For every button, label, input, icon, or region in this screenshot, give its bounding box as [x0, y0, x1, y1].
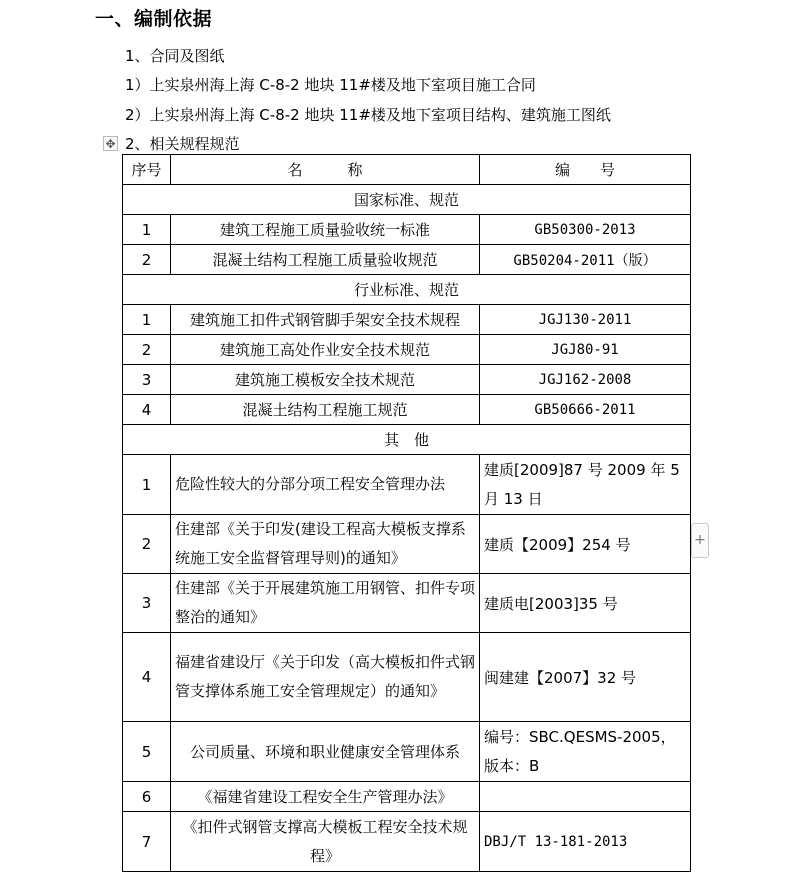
row-no: 3 — [123, 574, 171, 633]
row-no: 1 — [123, 455, 171, 515]
paragraph-standards: 2、相关规程规范 — [125, 135, 240, 153]
row-no: 1 — [123, 215, 171, 245]
table-row — [123, 515, 691, 574]
table-row — [123, 812, 691, 872]
row-name: 《福建省建设工程安全生产管理办法》 — [171, 782, 480, 812]
section-title: 其 他 — [123, 425, 691, 455]
row-name: 《扣件式钢管支撑高大模板工程安全技术规程》 — [171, 812, 480, 872]
header-code: 编 号 — [480, 155, 691, 185]
table-row — [123, 722, 691, 782]
add-row-icon[interactable]: + — [691, 523, 709, 558]
row-code: 闽建建【2007】32 号 — [480, 633, 691, 722]
row-name: 住建部《关于开展建筑施工用钢管、扣件专项整治的通知》 — [171, 574, 480, 633]
table-row — [123, 782, 691, 812]
row-no: 1 — [123, 305, 171, 335]
row-no: 6 — [123, 782, 171, 812]
section-row — [123, 185, 691, 215]
row-no: 3 — [123, 365, 171, 395]
table-row — [123, 455, 691, 515]
row-code: GB50204-2011（版） — [480, 245, 691, 275]
row-name: 公司质量、环境和职业健康安全管理体系 — [171, 722, 480, 782]
table-row — [123, 574, 691, 633]
row-code — [480, 782, 691, 812]
table-row — [123, 305, 691, 335]
standards-table — [122, 154, 691, 872]
table-row — [123, 245, 691, 275]
section-title: 国家标准、规范 — [123, 185, 691, 215]
section-heading: 一、编制依据 — [95, 8, 213, 30]
row-name: 建筑施工模板安全技术规范 — [171, 365, 480, 395]
table-row — [123, 633, 691, 722]
row-no: 2 — [123, 515, 171, 574]
row-code: GB50666-2011 — [480, 395, 691, 425]
table-header-row — [123, 155, 691, 185]
table-row — [123, 365, 691, 395]
row-code: 建质电[2003]35 号 — [480, 574, 691, 633]
move-handle-icon[interactable]: ✥ — [103, 136, 118, 151]
row-name: 建筑工程施工质量验收统一标准 — [171, 215, 480, 245]
row-code: 建质【2009】254 号 — [480, 515, 691, 574]
row-name: 混凝土结构工程施工规范 — [171, 395, 480, 425]
row-code: JGJ130-2011 — [480, 305, 691, 335]
row-no: 4 — [123, 633, 171, 722]
row-code: GB50300-2013 — [480, 215, 691, 245]
row-code: JGJ80-91 — [480, 335, 691, 365]
row-no: 5 — [123, 722, 171, 782]
section-row — [123, 275, 691, 305]
paragraph-contract: 1）上实泉州海上海 C-8-2 地块 11#楼及地下室项目施工合同 — [125, 76, 536, 94]
row-no: 2 — [123, 335, 171, 365]
row-name: 住建部《关于印发(建设工程高大模板支撑系统施工安全监督管理导则)的通知》 — [171, 515, 480, 574]
header-no: 序号 — [123, 155, 171, 185]
header-name: 名 称 — [171, 155, 480, 185]
table-row — [123, 215, 691, 245]
row-code: JGJ162-2008 — [480, 365, 691, 395]
row-name: 建筑施工高处作业安全技术规范 — [171, 335, 480, 365]
paragraph-drawings: 2）上实泉州海上海 C-8-2 地块 11#楼及地下室项目结构、建筑施工图纸 — [125, 106, 611, 124]
row-no: 2 — [123, 245, 171, 275]
row-name: 混凝土结构工程施工质量验收规范 — [171, 245, 480, 275]
row-code: 建质[2009]87 号 2009 年 5 月 13 日 — [480, 455, 691, 515]
table-row — [123, 335, 691, 365]
row-name: 福建省建设厅《关于印发（高大模板扣件式钢管支撑体系施工安全管理规定）的通知》 — [171, 633, 480, 722]
row-no: 4 — [123, 395, 171, 425]
table-row — [123, 395, 691, 425]
row-code: 编号：SBC.QESMS-2005，版本：B — [480, 722, 691, 782]
section-row — [123, 425, 691, 455]
row-no: 7 — [123, 812, 171, 872]
row-code: DBJ/T 13-181-2013 — [480, 812, 691, 872]
row-name: 建筑施工扣件式钢管脚手架安全技术规程 — [171, 305, 480, 335]
row-name: 危险性较大的分部分项工程安全管理办法 — [171, 455, 480, 515]
paragraph-contract-drawings: 1、合同及图纸 — [125, 47, 225, 65]
section-title: 行业标准、规范 — [123, 275, 691, 305]
